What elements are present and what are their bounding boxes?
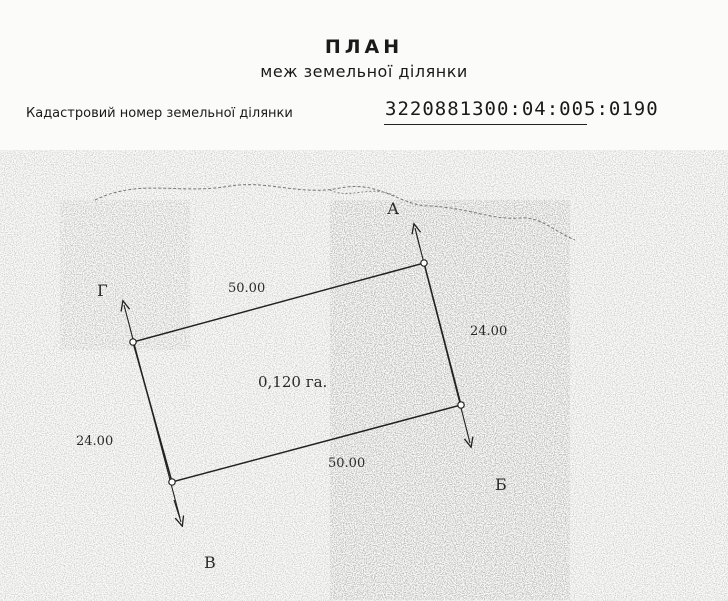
corner-label-b: Б bbox=[495, 475, 507, 494]
side-length-left: 24.00 bbox=[76, 434, 114, 449]
corner-label-g: Г bbox=[97, 281, 108, 300]
document-title: ПЛАН bbox=[324, 36, 404, 58]
parcel-area: 0,120 га. bbox=[258, 373, 328, 391]
document-subtitle: меж земельної ділянки bbox=[260, 62, 468, 81]
vertex-marker bbox=[421, 260, 427, 266]
cadastral-number-value: 3220881300:04:005:0190 bbox=[385, 98, 659, 120]
corner-label-v: В bbox=[204, 553, 216, 572]
vertex-marker bbox=[130, 339, 136, 345]
side-length-top: 50.00 bbox=[228, 281, 266, 296]
side-length-right: 24.00 bbox=[470, 324, 508, 339]
scan-noise-background bbox=[0, 150, 728, 601]
vertex-marker bbox=[458, 402, 464, 408]
side-length-bottom: 50.00 bbox=[328, 456, 366, 471]
vertex-marker bbox=[169, 479, 175, 485]
corner-label-a: А bbox=[387, 199, 400, 218]
cadastral-number-label: Кадастровий номер земельної ділянки bbox=[26, 106, 293, 121]
